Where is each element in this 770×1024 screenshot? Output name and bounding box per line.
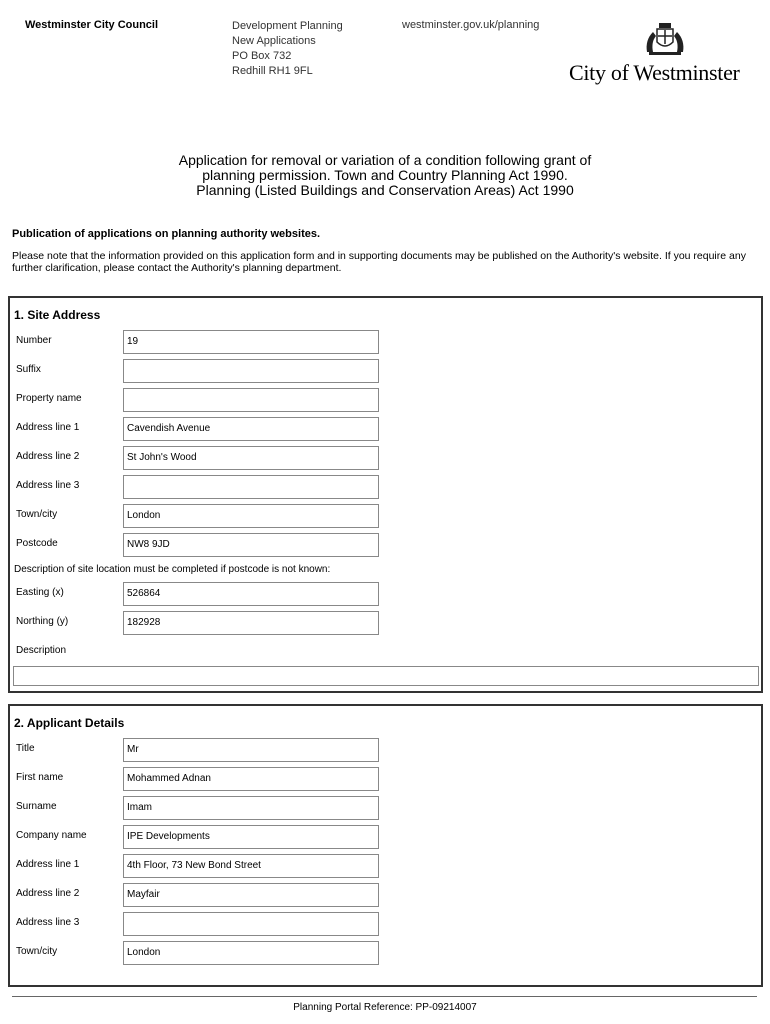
address-line: New Applications [232,35,316,47]
section-heading: 1. Site Address [14,308,101,322]
coat-of-arms-icon [643,22,687,56]
title-line: Planning (Listed Buildings and Conservation Areas) Act 1990 [196,182,574,198]
form-title [0,153,770,198]
location-note: Description of site location must be completed if postcode is not known: [14,564,331,575]
applicant-town-city-field[interactable]: London [123,941,379,965]
applicant-details-section [8,704,763,987]
address-line-3-field[interactable] [123,475,379,499]
postal-address [232,19,343,79]
field-label: Northing (y) [16,616,69,627]
company-name-field[interactable]: IPE Developments [123,825,379,849]
field-label: Surname [16,801,57,812]
field-label: Address line 3 [16,480,80,491]
address-line-1-field[interactable]: Cavendish Avenue [123,417,379,441]
site-address-section [8,296,763,693]
easting-field[interactable]: 526864 [123,582,379,606]
westminster-logo-text: City of Westminster [569,60,740,85]
field-label: Town/city [16,509,58,520]
title-line: Application for removal or variation of a condition following grant of [178,152,592,168]
number-field[interactable]: 19 [123,330,379,354]
field-label: Address line 2 [16,451,80,462]
field-label: Number [16,335,52,346]
footer-divider [12,996,757,997]
field-label: Title [16,743,35,754]
applicant-address-line-2-field[interactable]: Mayfair [123,883,379,907]
field-label: Suffix [16,364,41,375]
field-label: Address line 1 [16,859,80,870]
title-field[interactable]: Mr [123,738,379,762]
address-line: Development Planning [232,20,343,32]
postcode-field[interactable]: NW8 9JD [123,533,379,557]
surname-field[interactable]: Imam [123,796,379,820]
publication-heading: Publication of applications on planning authority websites. [12,228,321,240]
northing-field[interactable]: 182928 [123,611,379,635]
section-heading: 2. Applicant Details [14,716,125,730]
field-label: Property name [16,393,82,404]
portal-reference: Planning Portal Reference: PP-09214007 [293,1002,477,1013]
description-field[interactable] [13,666,759,686]
field-label: Easting (x) [16,587,64,598]
applicant-address-line-1-field[interactable]: 4th Floor, 73 New Bond Street [123,854,379,878]
title-line: planning permission. Town and Country Planning Act 1990. [202,167,568,183]
field-label: Company name [16,830,87,841]
applicant-address-line-3-field[interactable] [123,912,379,936]
field-label: First name [16,772,64,783]
address-line: Redhill RH1 9FL [232,65,313,77]
council-name: Westminster City Council [25,19,159,31]
field-label: Description [16,645,67,656]
field-label: Address line 1 [16,422,80,433]
publication-note: Please note that the information provided on this application form and in supporting documents may be published on the Authority's website. If you require any further clarification, please contact the Authority's planning department. [12,250,746,274]
first-name-field[interactable]: Mohammed Adnan [123,767,379,791]
field-label: Address line 3 [16,917,80,928]
address-line-2-field[interactable]: St John's Wood [123,446,379,470]
field-label: Address line 2 [16,888,80,899]
field-label: Town/city [16,946,58,957]
suffix-field[interactable] [123,359,379,383]
website-link[interactable]: westminster.gov.uk/planning [402,19,540,31]
town-city-field[interactable]: London [123,504,379,528]
property-name-field[interactable] [123,388,379,412]
address-line: PO Box 732 [232,50,292,62]
field-label: Postcode [16,538,58,549]
